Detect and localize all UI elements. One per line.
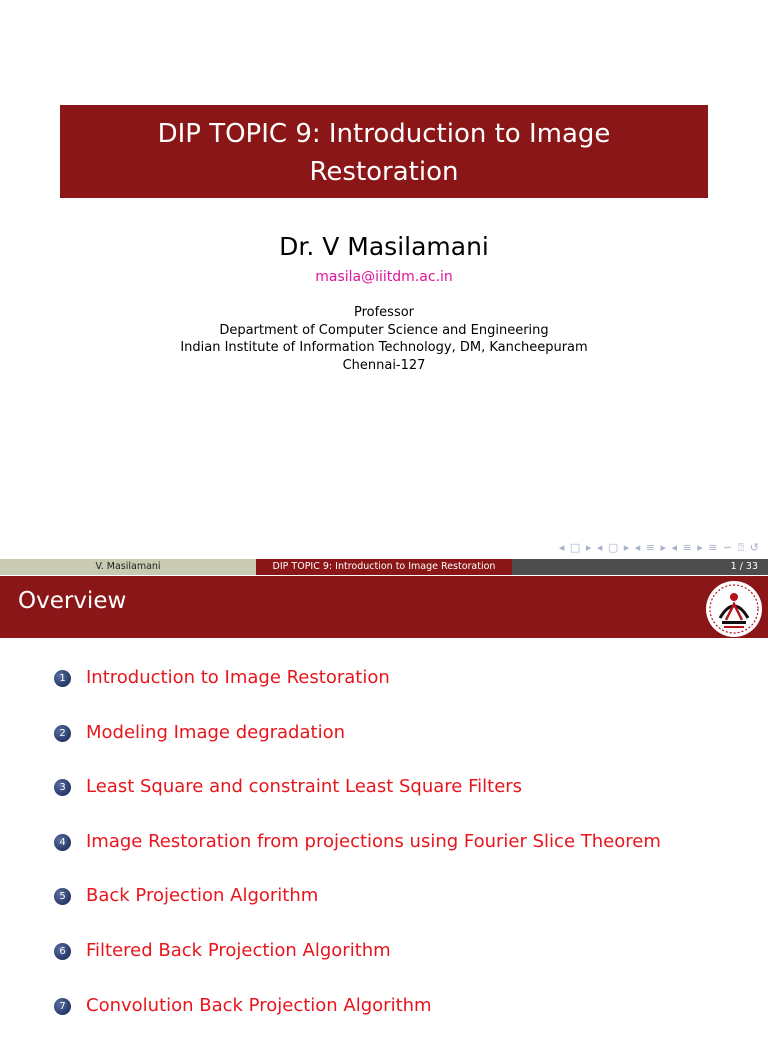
title-line-2: Restoration [309, 157, 459, 187]
overview-item-link[interactable]: Least Square and constraint Least Square Filters [86, 776, 523, 798]
footer-page-number: 1 / 33 [730, 561, 758, 572]
affiliation-line: Professor [353, 305, 415, 320]
overview-item-link[interactable]: Introduction to Image Restoration [86, 667, 390, 688]
slide-footer [0, 559, 768, 575]
list-item[interactable] [54, 939, 661, 994]
affiliation-line: Indian Institute of Information Technology, DM, Kancheepuram [180, 340, 588, 355]
affiliation-line: Department of Computer Science and Engineering [219, 322, 549, 338]
affiliation-line: Chennai-127 [342, 357, 426, 373]
overview-item-link[interactable]: Filtered Back Projection Algorithm [86, 939, 391, 961]
author-email[interactable]: masila@iiitdm.ac.in [315, 269, 453, 285]
footer-title: DIP TOPIC 9: Introduction to Image Restoration [256, 559, 512, 575]
list-item[interactable] [54, 884, 661, 939]
overview-list [54, 666, 661, 1048]
overview-item-link[interactable]: Image Restoration from projections using Fourier Slice Theorem [86, 830, 661, 852]
author-name: Dr. V Masilamani [279, 232, 489, 261]
numbered-bullet-icon: 6 [54, 943, 71, 960]
list-item[interactable] [54, 994, 661, 1048]
beamer-navigation-icons[interactable]: ◂ □ ▸ ◂ ▢ ▸ ◂ ≡ ▸ ◂ ≡ ▸ ≡ ∽ ⍰ ↺ [558, 541, 760, 554]
list-item[interactable] [54, 830, 661, 885]
overview-item-link[interactable]: Modeling Image degradation [86, 721, 345, 743]
footer-author: V. Masilamani [0, 559, 256, 575]
numbered-bullet-icon: 2 [54, 725, 71, 742]
title-block [60, 105, 708, 198]
affiliation [0, 304, 768, 374]
numbered-bullet-icon: 4 [54, 834, 71, 851]
overview-title: Overview [18, 588, 127, 614]
overview-item-link[interactable]: Back Projection Algorithm [86, 885, 319, 907]
numbered-bullet-icon: 7 [54, 998, 71, 1015]
list-item[interactable] [54, 775, 661, 830]
overview-header [0, 576, 768, 638]
title-line-1: DIP TOPIC 9: Introduction to Image [157, 119, 611, 149]
numbered-bullet-icon: 5 [54, 888, 71, 905]
slide-overview [0, 576, 768, 1024]
institute-logo-icon [702, 580, 766, 638]
numbered-bullet-icon: 1 [54, 670, 71, 687]
list-item[interactable] [54, 721, 661, 776]
footer-right [512, 559, 768, 575]
numbered-bullet-icon: 3 [54, 779, 71, 796]
list-item[interactable] [54, 666, 661, 721]
overview-item-link[interactable]: Convolution Back Projection Algorithm [86, 994, 432, 1016]
